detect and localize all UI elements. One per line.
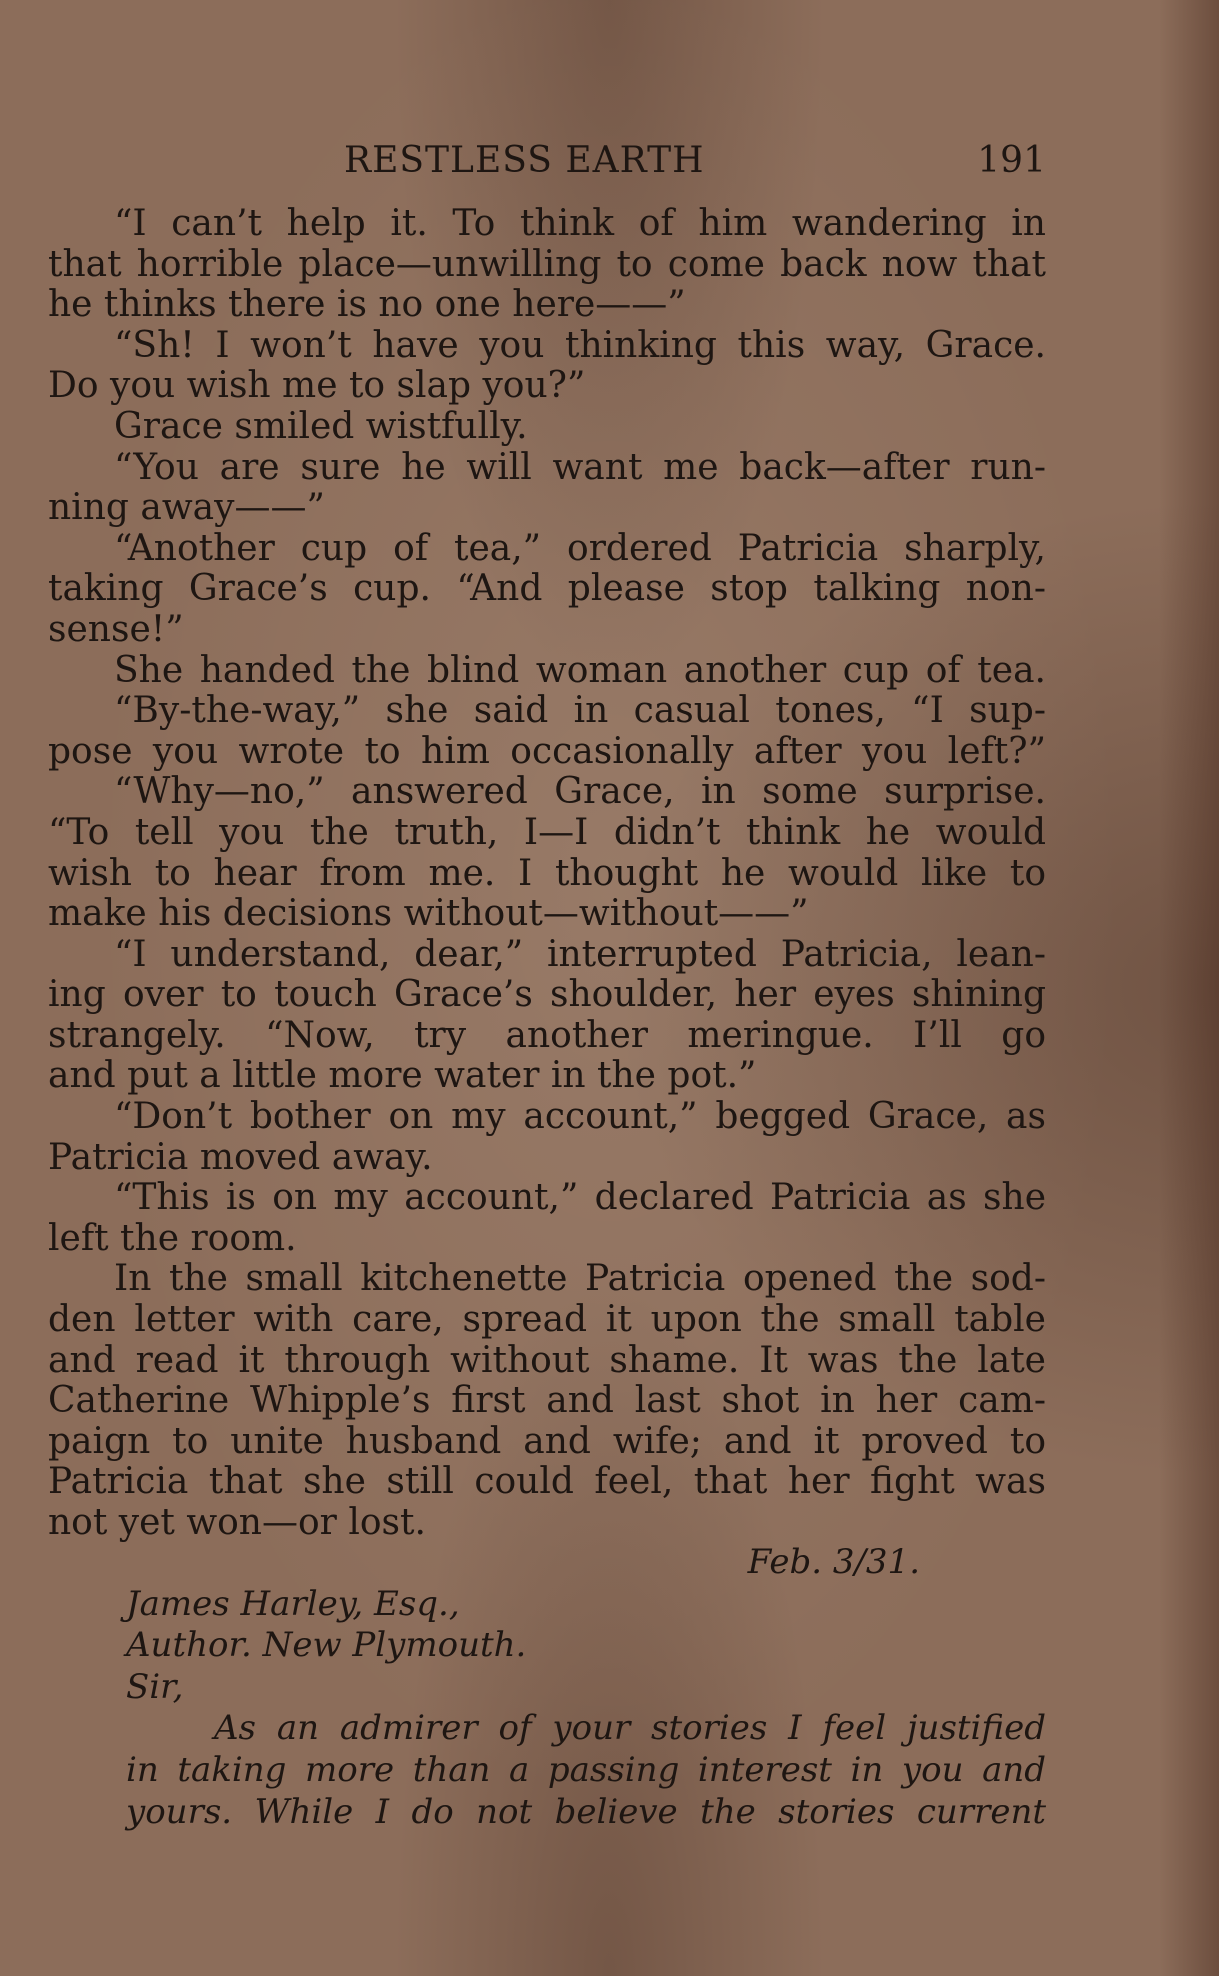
text-line: not yet won—or lost. [48, 1503, 426, 1543]
text-line: “Why—no,” answered Grace, in some surprise. [114, 772, 1046, 813]
text-line: taking Grace’s cup. “And please stop talking non- [48, 569, 1046, 610]
text-line: “I can’t help it. To think of him wandering in [114, 204, 1046, 244]
text-line: he thinks there is no one here——” [48, 285, 686, 326]
text-line: paign to unite husband and wife; and it proved to [48, 1421, 1046, 1462]
letter-address-line: James Harley, Esq., [126, 1583, 460, 1624]
text-line: “Sh! I won’t have you thinking this way, Grace. [114, 325, 1046, 366]
text-line: wish to hear from me. I thought he would like to [48, 853, 1046, 894]
running-head [48, 136, 1046, 186]
text-line: ning away——” [48, 488, 325, 529]
text-line: make his decisions without—without——” [48, 894, 809, 935]
text-line: pose you wrote to him occasionally after you left?” [48, 731, 1046, 772]
text-line: and put a little more water in the pot.” [48, 1056, 757, 1097]
letter-body-line: in taking more than a passing interest in you and [126, 1749, 1046, 1790]
text-line: “By-the-way,” she said in casual tones, “I sup- [114, 691, 1046, 732]
text-line: strangely. “Now, try another meringue. I’ll go [48, 1015, 1046, 1056]
text-line: “Another cup of tea,” ordered Patricia sharply, [114, 528, 1046, 569]
text-line: Do you wish me to slap you?” [48, 366, 586, 407]
text-line: and read it through without shame. It was the late [48, 1340, 1046, 1381]
running-title: RESTLESS EARTH [344, 140, 705, 181]
letter-body-line: yours. While I do not believe the stories current [126, 1791, 1046, 1832]
text-line: “I understand, dear,” interrupted Patricia, lean- [114, 934, 1046, 975]
text-line: den letter with care, spread it upon the small table [48, 1300, 1046, 1341]
text-line: Patricia moved away. [48, 1137, 433, 1178]
text-line: Grace smiled wistfully. [114, 406, 528, 447]
text-line: In the small kitchenette Patricia opened the sod- [114, 1259, 1046, 1300]
letter-salutation: Sir, [126, 1666, 184, 1707]
letter-body-line: As an admirer of your stories I feel justified [214, 1708, 1046, 1749]
text-line: “This is on my account,” declared Patricia as she [114, 1178, 1046, 1219]
page-number: 191 [977, 140, 1046, 181]
text-line: “To tell you the truth, I—I didn’t think he would [48, 812, 1046, 853]
page-edge-shadow [1159, 0, 1219, 1976]
text-line: sense!” [48, 609, 184, 650]
text-line: that horrible place—unwilling to come back now that [48, 244, 1046, 285]
text-line: ing over to touch Grace’s shoulder, her eyes shining [48, 975, 1046, 1016]
letter-date: Feb. 3/31. [747, 1542, 920, 1582]
text-line: “You are sure he will want me back—after run- [114, 447, 1046, 488]
text-line: Patricia that she still could feel, that her fight was [48, 1462, 1046, 1503]
letter-excerpt [48, 1542, 1046, 1833]
text-line: left the room. [48, 1218, 297, 1259]
text-line: Catherine Whipple’s first and last shot in her cam- [48, 1381, 1046, 1422]
letter-address-line: Author. New Plymouth. [126, 1625, 527, 1666]
text-line: “Don’t bother on my account,” begged Grace, as [114, 1097, 1046, 1138]
body-text [48, 204, 1046, 1544]
text-line: She handed the blind woman another cup of tea. [114, 650, 1046, 691]
